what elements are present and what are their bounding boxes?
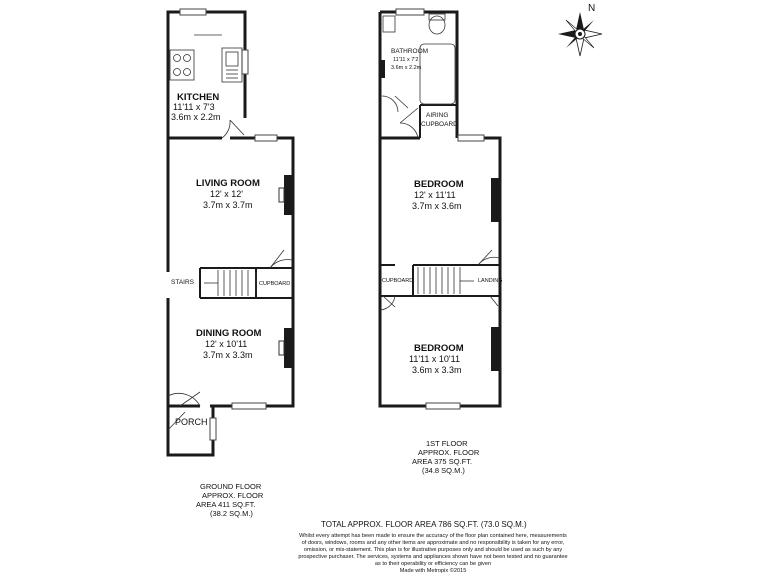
sink-icon: [226, 52, 238, 66]
living-room-dim-imperial: 12' x 12': [210, 189, 243, 199]
ground-area-line-4: (38.2 SQ.M.): [210, 509, 253, 518]
bathroom-name: BATHROOM: [391, 48, 429, 55]
hob-ring-icon: [174, 55, 181, 62]
kitchen-dim-imperial: 11'11 x 7'3: [173, 102, 215, 112]
first-area-line-4: (34.8 SQ.M.): [422, 466, 465, 475]
first-cupboard-label: CUPBOARD: [382, 278, 414, 284]
bedroom-1-label: [412, 179, 464, 211]
disclaimer-line: prospective purchaser. The services, systems and appliances shown have not been tested and no guarantee: [298, 554, 568, 560]
bedroom-2-label: [409, 343, 464, 375]
toilet-icon: [429, 16, 445, 34]
bedroom-1-dim-imperial: 12' x 11'11: [414, 190, 456, 200]
disclaimer-line: as to their operability or efficiency can be given: [374, 561, 492, 567]
first-floor-area: [412, 439, 480, 475]
kitchen-dim-metric: 3.6m x 2.2m: [171, 112, 221, 122]
ground-area-line-3: AREA 411 SQ.FT.: [196, 500, 256, 509]
bathroom-label: [391, 48, 428, 71]
hob-ring-icon: [184, 69, 191, 76]
kitchen-name: KITCHEN: [177, 92, 220, 103]
kitchen-label: [171, 92, 221, 122]
bedroom-2-name: BEDROOM: [414, 343, 464, 354]
compass-icon: [558, 12, 602, 56]
compass-north-label: N: [588, 3, 596, 14]
metropix-credit: Made with Metropix ©2015: [399, 568, 467, 574]
hob-ring-icon: [184, 55, 191, 62]
stairs-label: STAIRS: [171, 279, 194, 286]
disclaimer-line: Whilst every attempt has been made to ensure the accuracy of the floor plan contained here, measurements: [299, 533, 567, 539]
airing-cupboard-label: [421, 112, 458, 128]
living-room-name: LIVING ROOM: [196, 178, 260, 189]
dining-room-name: DINING ROOM: [196, 328, 262, 339]
bedroom-2-dim-metric: 3.6m x 3.3m: [412, 365, 462, 375]
dining-room-dim-metric: 3.7m x 3.3m: [203, 350, 253, 360]
bedroom-1-name: BEDROOM: [414, 179, 464, 190]
ground-floor-walls: [168, 12, 293, 455]
first-area-line-2: APPROX. FLOOR: [418, 448, 480, 457]
ground-cupboard-label: CUPBOARD: [259, 281, 291, 287]
dining-room-label: [196, 328, 262, 360]
landing-label: LANDING: [478, 278, 503, 284]
first-area-line-1: 1ST FLOOR: [426, 439, 468, 448]
living-room-label: [196, 178, 260, 210]
basin-icon: [383, 16, 395, 32]
first-floor-stairs: [418, 267, 474, 294]
disclaimer: [298, 533, 567, 574]
ground-area-line-1: GROUND FLOOR: [200, 482, 262, 491]
bathroom-dim-metric: 3.6m x 2.2m: [391, 65, 422, 71]
disclaimer-line: of doors, windows, rooms and any other items are approximate and no responsibility is taken for any error,: [301, 540, 565, 546]
first-floor-chimneys: [380, 60, 503, 371]
living-room-dim-metric: 3.7m x 3.7m: [203, 200, 253, 210]
hob-ring-icon: [174, 69, 181, 76]
bathroom-dim-imperial: 11'11 x 7'2: [393, 57, 419, 63]
first-area-line-3: AREA 375 SQ.FT.: [412, 457, 473, 466]
bedroom-2-dim-imperial: 11'11 x 10'11: [409, 354, 460, 364]
ground-area-line-2: APPROX. FLOOR: [202, 491, 264, 500]
ground-floor-area: [196, 482, 264, 518]
porch-label: PORCH: [175, 417, 208, 427]
disclaimer-line: omission, or mis-statement. This plan is for illustrative purposes only and should be used as such by any: [303, 547, 563, 553]
bedroom-1-dim-metric: 3.7m x 3.6m: [412, 201, 462, 211]
total-floor-area: TOTAL APPROX. FLOOR AREA 786 SQ.FT. (73.0 SQ.M.): [321, 520, 527, 529]
dining-room-dim-imperial: 12' x 10'11: [205, 339, 248, 349]
airing-cupboard-line-2: CUPBOARD: [421, 121, 458, 128]
ground-floor-stairs: [204, 270, 248, 296]
airing-cupboard-line-1: AIRING: [426, 112, 449, 119]
kitchen-fixtures: [170, 35, 242, 82]
ground-floor-fireplaces: [279, 188, 284, 355]
